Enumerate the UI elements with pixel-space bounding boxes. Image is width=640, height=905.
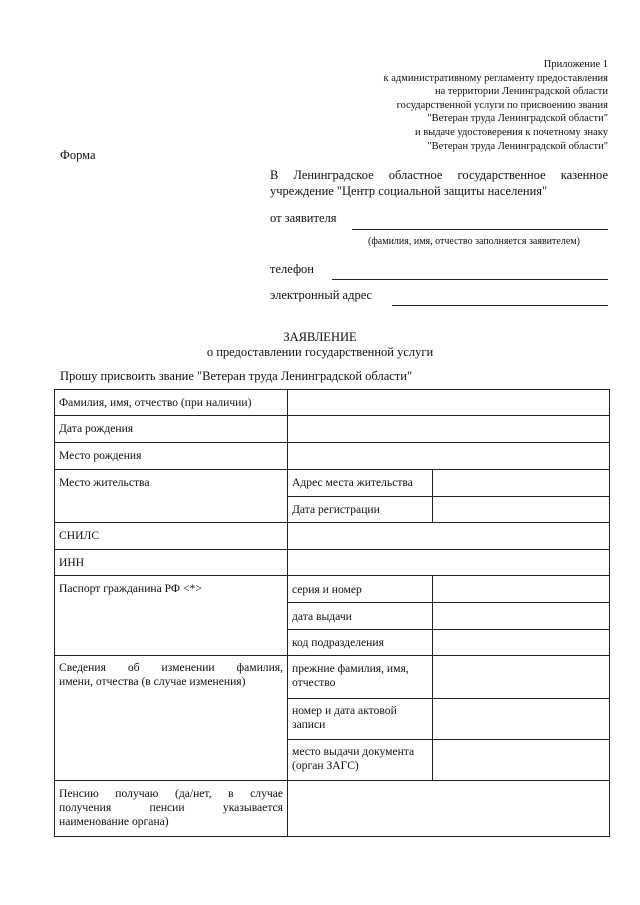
birth-place-value[interactable] (288, 443, 609, 469)
previous-names-label: прежние фамилия, имя, отчество (292, 662, 409, 689)
pension-line-3: наименование органа) (59, 815, 169, 828)
record-number-date-label: номер и дата актовой записи (292, 704, 397, 731)
passport-issue-date-label: дата выдачи (292, 610, 352, 623)
snils-value[interactable] (288, 523, 609, 549)
snils-label: СНИЛС (59, 529, 100, 542)
residence-address-label: Адрес места жительства (292, 476, 413, 489)
previous-names-value[interactable] (433, 656, 609, 698)
appendix-line: и выдаче удостоверения к почетному знаку (414, 126, 608, 138)
passport-unit-code-value[interactable] (433, 630, 609, 655)
passport-unit-code-label: код подразделения (292, 636, 384, 649)
inn-label: ИНН (59, 556, 85, 569)
appendix-line: Приложение 1 (543, 59, 608, 70)
birth-place-label: Место рождения (59, 449, 142, 462)
residence-address-value[interactable] (433, 470, 609, 496)
applicant-name-hint: (фамилия, имя, отчество заполняется заявителем) (368, 236, 580, 247)
name-change-label (59, 661, 283, 689)
issue-place-value[interactable] (433, 740, 609, 780)
appendix-line: к административному регламенту предоставления (383, 72, 608, 84)
request-text: Прошу присвоить звание "Ветеран труда Ленинградской области" (60, 369, 413, 383)
pension-line-1: Пенсию получаю (да/нет, в случае (59, 787, 283, 800)
appendix-line: государственной услуги по присвоению звания (396, 99, 608, 111)
record-number-date-value[interactable] (433, 699, 609, 739)
issue-place-label: место выдачи документа (орган ЗАГС) (292, 745, 415, 772)
passport-series-label: серия и номер (292, 583, 362, 596)
title-main: ЗАЯВЛЕНИЕ (283, 330, 357, 344)
appendix-line: "Ветеран труда Ленинградской области" (427, 140, 608, 152)
passport-label: Паспорт гражданина РФ <*> (59, 582, 202, 595)
pension-line-2: получения пенсии указывается (59, 801, 283, 814)
residence-label: Место жительства (59, 476, 150, 489)
birth-date-value[interactable] (288, 416, 609, 442)
title-sub: о предоставлении государственной услуги (206, 345, 434, 359)
pension-value[interactable] (288, 781, 609, 836)
inn-value[interactable] (288, 550, 609, 575)
addressee-line-2: учреждение "Центр социальной защиты населения" (270, 183, 548, 198)
name-change-line-2: имени, отчества (в случае изменения) (59, 675, 246, 688)
passport-series-value[interactable] (433, 576, 609, 602)
addressee-line-1: В Ленинградское областное государственное казенное (270, 168, 608, 182)
appendix-line: на территории Ленинградской области (434, 86, 608, 98)
pension-label (59, 787, 283, 829)
passport-issue-date-value[interactable] (433, 603, 609, 629)
full-name-value[interactable] (288, 390, 609, 415)
form-label: Форма (60, 148, 96, 162)
birth-date-label: Дата рождения (59, 422, 134, 435)
phone-label: телефон (270, 262, 314, 276)
appendix-line: "Ветеран труда Ленинградской области" (427, 113, 608, 125)
name-change-line-1: Сведения об изменении фамилия, (59, 661, 283, 674)
full-name-label: Фамилия, имя, отчество (при наличии) (59, 396, 252, 409)
email-label: электронный адрес (270, 288, 373, 302)
registration-date-label: Дата регистрации (292, 503, 380, 516)
from-applicant-label: от заявителя (270, 211, 337, 225)
registration-date-value[interactable] (433, 497, 609, 522)
